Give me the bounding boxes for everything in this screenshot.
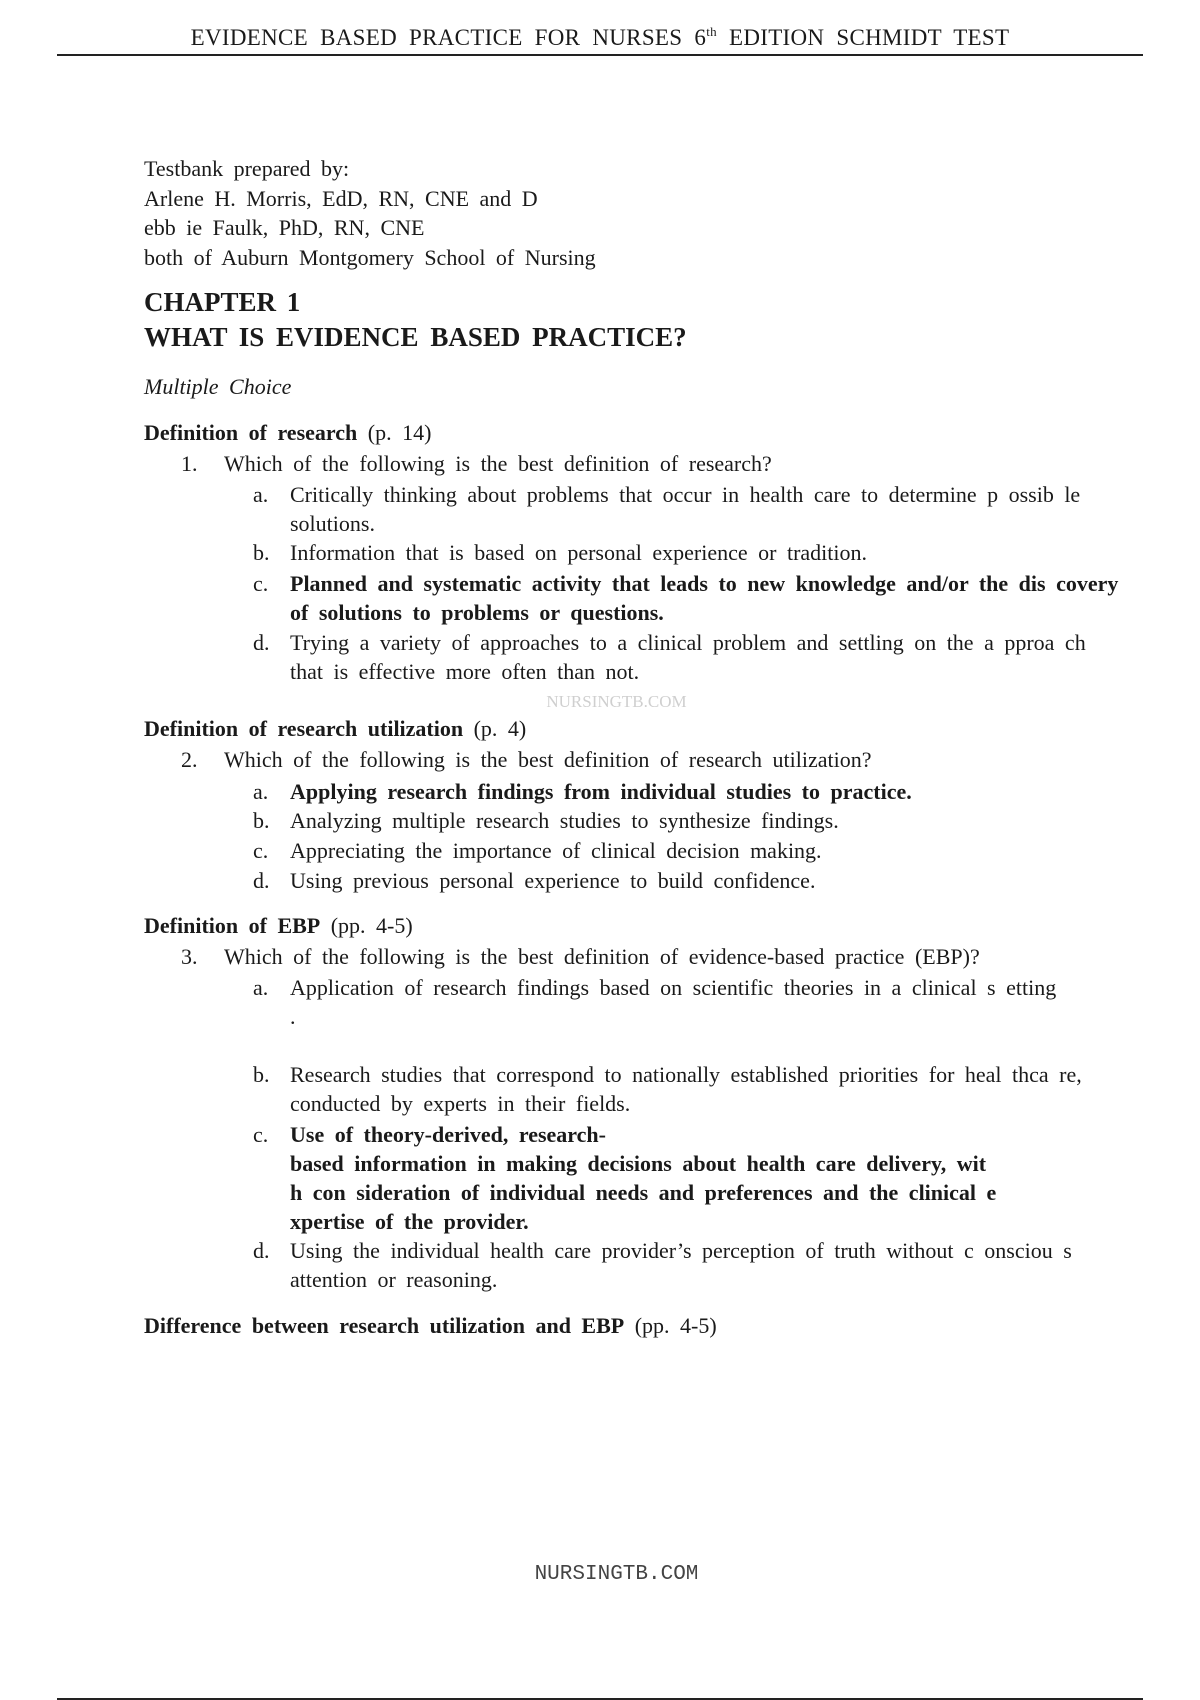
option-letter: b.: [253, 540, 270, 565]
option-text-stray-period: .: [290, 1004, 296, 1029]
option-text-line-1: Use of theory-derived, research-: [290, 1122, 606, 1147]
question-number: 3.: [181, 944, 198, 969]
question-number: 2.: [181, 747, 198, 772]
option-3d: [253, 1236, 1123, 1294]
option-1d: [253, 628, 1123, 686]
option-1c-correct: [253, 569, 1123, 627]
option-letter: d.: [253, 1238, 270, 1263]
prepared-by-label: Testbank prepared by:: [144, 156, 350, 181]
question-text: Which of the following is the best definition of research?: [224, 451, 772, 476]
header-title-sup: th: [706, 24, 717, 39]
question-1: [181, 451, 772, 477]
prepared-by-block: [144, 154, 596, 272]
section-heading-4: [144, 1313, 717, 1339]
option-text-line-4: xpertise of the provider.: [290, 1209, 529, 1234]
option-2c: [253, 836, 1123, 865]
section-page-ref: (p. 4): [473, 716, 527, 741]
header-title-rest: EDITION SCHMIDT TEST: [716, 25, 1010, 50]
option-3a: [253, 973, 1123, 1031]
option-letter: c.: [253, 838, 269, 863]
option-text-line-2: based information in making decisions about health care delivery, wit: [290, 1151, 987, 1176]
question-type-subtitle: Multiple Choice: [144, 374, 292, 399]
section-page-ref: (pp. 4-5): [634, 1313, 717, 1338]
option-letter: a.: [253, 779, 269, 804]
question-2: [181, 747, 872, 773]
option-letter: a.: [253, 482, 269, 507]
option-2d: [253, 866, 1123, 895]
option-2a-correct: [253, 777, 1123, 806]
option-letter: c.: [253, 1122, 269, 1147]
option-text: Research studies that correspond to nationally established priorities for heal thca re, conducted by experts in their fields.: [290, 1062, 1082, 1116]
option-1a: [253, 480, 1123, 538]
option-text: Analyzing multiple research studies to synthesize findings.: [290, 808, 839, 833]
running-header: [57, 20, 1143, 56]
author-line-2: ebb ie Faulk, PhD, RN, CNE: [144, 215, 425, 240]
section-heading-1: [144, 420, 431, 446]
watermark-text: NURSINGTB.COM: [546, 692, 687, 711]
option-letter: d.: [253, 630, 270, 655]
option-letter: a.: [253, 975, 269, 1000]
option-text: Using previous personal experience to build confidence.: [290, 868, 816, 893]
option-3b: [253, 1060, 1123, 1118]
option-1b: [253, 538, 1123, 567]
option-text: Using the individual health care provider’s perception of truth without c onsciou s attention or reasoning.: [290, 1238, 1072, 1292]
question-number: 1.: [181, 451, 198, 476]
option-letter: c.: [253, 571, 269, 596]
question-3: [181, 944, 980, 970]
section-heading-2: [144, 716, 526, 742]
footer-watermark: NURSINGTB.COM: [534, 1563, 699, 1586]
option-text: Critically thinking about problems that occur in health care to determine p ossib le solutions.: [290, 482, 1081, 536]
question-text: Which of the following is the best definition of research utilization?: [224, 747, 872, 772]
option-text: Planned and systematic activity that leads to new knowledge and/or the dis covery of solutions to problems or questions.: [290, 571, 1119, 625]
option-text: Appreciating the importance of clinical decision making.: [290, 838, 822, 863]
author-line-1: Arlene H. Morris, EdD, RN, CNE and D: [144, 185, 538, 211]
option-text: Application of research findings based on scientific theories in a clinical s etting: [290, 975, 1057, 1000]
option-text: Applying research findings from individual studies to practice.: [290, 779, 912, 804]
chapter-title: WHAT IS EVIDENCE BASED PRACTICE?: [144, 322, 687, 352]
section-heading-text: Definition of research: [144, 420, 358, 445]
section-heading-text: Definition of EBP: [144, 913, 321, 938]
section-page-ref: (pp. 4-5): [330, 913, 413, 938]
option-text: Trying a variety of approaches to a clinical problem and settling on the a pproa ch that is effective more often than not.: [290, 630, 1086, 684]
section-heading-text: Definition of research utilization: [144, 716, 464, 741]
header-title-main: EVIDENCE BASED PRACTICE FOR NURSES 6: [190, 25, 707, 50]
question-text: Which of the following is the best definition of evidence-based practice (EBP)?: [224, 944, 980, 969]
affiliation-line: both of Auburn Montgomery School of Nursing: [144, 244, 596, 270]
section-page-ref: (p. 14): [367, 420, 432, 445]
option-letter: b.: [253, 808, 270, 833]
section-heading-3: [144, 913, 413, 939]
chapter-number: CHAPTER 1: [144, 287, 301, 317]
section-heading-text: Difference between research utilization and EBP: [144, 1313, 625, 1338]
option-3c-correct: [253, 1120, 1123, 1236]
option-letter: d.: [253, 868, 270, 893]
option-2b: [253, 806, 1123, 835]
option-text-line-3: h con sideration of individual needs and preferences and the clinical e: [290, 1180, 997, 1205]
option-text: Information that is based on personal experience or tradition.: [290, 540, 867, 565]
option-letter: b.: [253, 1062, 270, 1087]
